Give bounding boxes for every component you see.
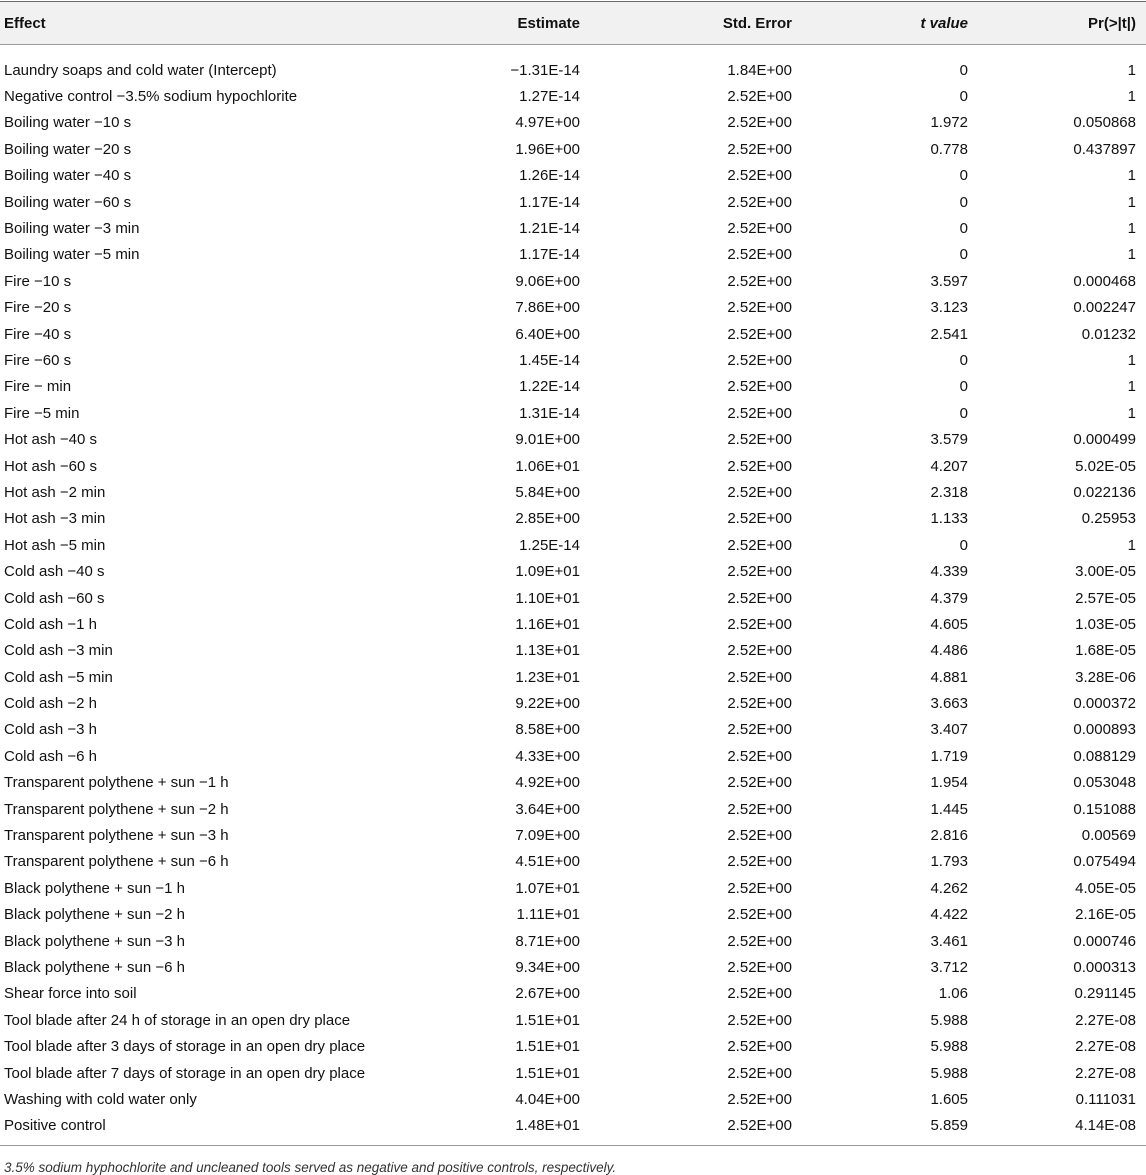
table-row xyxy=(0,215,1146,241)
cell-estimate: 1.17E-14 xyxy=(519,193,580,211)
cell-p-value: 0.022136 xyxy=(1073,483,1136,501)
table-row xyxy=(0,902,1146,928)
cell-estimate: 5.84E+00 xyxy=(515,483,580,501)
cell-effect: Tool blade after 3 days of storage in an open dry place xyxy=(4,1038,366,1056)
cell-effect: Black polythene + sun −3 h xyxy=(4,932,185,950)
cell-effect: Fire − min xyxy=(4,378,72,396)
cell-t-value: 3.712 xyxy=(930,958,968,976)
table-row xyxy=(0,1113,1146,1139)
table-row xyxy=(0,532,1146,558)
cell-std-error: 2.52E+00 xyxy=(727,906,792,924)
cell-effect: Boiling water −10 s xyxy=(4,114,132,132)
cell-effect: Cold ash −6 h xyxy=(4,747,97,765)
cell-p-value: 0.291145 xyxy=(1074,985,1136,1003)
cell-std-error: 2.52E+00 xyxy=(727,325,792,343)
cell-std-error: 2.52E+00 xyxy=(727,695,792,713)
cell-p-value: 1 xyxy=(1127,536,1136,554)
table-row xyxy=(0,83,1146,109)
table-row xyxy=(0,875,1146,901)
cell-t-value: 1.133 xyxy=(930,510,968,528)
cell-t-value: 4.262 xyxy=(930,879,968,897)
cell-effect: Washing with cold water only xyxy=(4,1090,197,1108)
cell-std-error: 2.52E+00 xyxy=(727,1117,792,1135)
cell-effect: Black polythene + sun −1 h xyxy=(4,879,185,897)
cell-effect: Hot ash −3 min xyxy=(4,510,106,528)
cell-estimate: 8.71E+00 xyxy=(515,932,580,950)
cell-p-value: 0.000468 xyxy=(1073,272,1136,290)
table-row xyxy=(0,611,1146,637)
table-body xyxy=(0,45,1146,1146)
cell-std-error: 2.52E+00 xyxy=(727,668,792,686)
cell-std-error: 2.52E+00 xyxy=(727,220,792,238)
cell-effect: Black polythene + sun −6 h xyxy=(4,958,185,976)
cell-effect: Cold ash −60 s xyxy=(4,589,105,607)
cell-std-error: 2.52E+00 xyxy=(727,563,792,581)
cell-p-value: 1.68E-05 xyxy=(1075,642,1136,660)
cell-estimate: 1.48E+01 xyxy=(515,1117,580,1135)
cell-estimate: 7.86E+00 xyxy=(515,299,580,317)
cell-t-value: 5.859 xyxy=(930,1117,968,1135)
cell-p-value: 4.14E-08 xyxy=(1075,1117,1136,1135)
table-row xyxy=(0,1060,1146,1086)
cell-t-value: 2.816 xyxy=(930,827,968,845)
table-row xyxy=(0,189,1146,215)
cell-std-error: 2.52E+00 xyxy=(727,853,792,871)
cell-p-value: 0.000372 xyxy=(1073,695,1136,713)
cell-t-value: 5.988 xyxy=(930,1038,968,1056)
cell-std-error: 2.52E+00 xyxy=(727,299,792,317)
table-row xyxy=(0,321,1146,347)
cell-std-error: 1.84E+00 xyxy=(727,61,792,79)
table-row xyxy=(0,638,1146,664)
cell-estimate: 4.92E+00 xyxy=(515,774,580,792)
cell-estimate: −1.31E-14 xyxy=(510,61,580,79)
cell-t-value: 1.06 xyxy=(938,985,968,1003)
table-row xyxy=(0,796,1146,822)
cell-estimate: 1.96E+00 xyxy=(515,140,580,158)
cell-std-error: 2.52E+00 xyxy=(727,378,792,396)
cell-t-value: 0 xyxy=(959,193,968,211)
cell-std-error: 2.52E+00 xyxy=(727,404,792,422)
cell-estimate: 9.01E+00 xyxy=(515,431,580,449)
table-row xyxy=(0,400,1146,426)
cell-std-error: 2.52E+00 xyxy=(727,774,792,792)
cell-p-value: 0.01232 xyxy=(1081,325,1136,343)
cell-p-value: 2.27E-08 xyxy=(1075,1011,1136,1029)
cell-effect: Shear force into soil xyxy=(4,985,137,1003)
cell-std-error: 2.52E+00 xyxy=(727,88,792,106)
cell-t-value: 1.793 xyxy=(930,853,968,871)
cell-std-error: 2.52E+00 xyxy=(727,140,792,158)
cell-effect: Cold ash −2 h xyxy=(4,695,97,713)
header-std-error: Std. Error xyxy=(722,14,792,32)
cell-p-value: 2.57E-05 xyxy=(1075,589,1136,607)
cell-effect: Cold ash −3 min xyxy=(4,642,113,660)
cell-t-value: 0 xyxy=(959,61,968,79)
table-row xyxy=(0,110,1146,136)
cell-estimate: 4.33E+00 xyxy=(515,747,580,765)
table-row xyxy=(0,954,1146,980)
header-t-value: t value xyxy=(920,14,968,32)
cell-std-error: 2.52E+00 xyxy=(727,985,792,1003)
cell-t-value: 4.379 xyxy=(930,589,968,607)
table-row xyxy=(0,1007,1146,1033)
cell-effect: Boiling water −40 s xyxy=(4,167,132,185)
cell-std-error: 2.52E+00 xyxy=(727,536,792,554)
table-row xyxy=(0,849,1146,875)
cell-t-value: 4.339 xyxy=(930,563,968,581)
cell-std-error: 2.52E+00 xyxy=(727,510,792,528)
cell-estimate: 9.06E+00 xyxy=(515,272,580,290)
cell-t-value: 1.445 xyxy=(930,800,968,818)
table-row xyxy=(0,558,1146,584)
cell-p-value: 0.075494 xyxy=(1073,853,1136,871)
cell-effect: Hot ash −40 s xyxy=(4,431,97,449)
cell-estimate: 1.06E+01 xyxy=(515,457,580,475)
table-row xyxy=(0,479,1146,505)
cell-estimate: 1.51E+01 xyxy=(515,1064,580,1082)
cell-t-value: 0 xyxy=(959,167,968,185)
cell-p-value: 0.088129 xyxy=(1073,747,1136,765)
table-row xyxy=(0,664,1146,690)
table-row xyxy=(0,770,1146,796)
table-row xyxy=(0,242,1146,268)
cell-effect: Negative control −3.5% sodium hypochlorite xyxy=(4,88,298,106)
cell-t-value: 5.988 xyxy=(930,1011,968,1029)
cell-t-value: 3.663 xyxy=(930,695,968,713)
cell-std-error: 2.52E+00 xyxy=(727,193,792,211)
cell-std-error: 2.52E+00 xyxy=(727,272,792,290)
cell-estimate: 1.45E-14 xyxy=(519,351,580,369)
cell-p-value: 2.16E-05 xyxy=(1075,906,1136,924)
cell-effect: Hot ash −60 s xyxy=(4,457,97,475)
cell-p-value: 1 xyxy=(1127,61,1136,79)
cell-estimate: 1.23E+01 xyxy=(515,668,580,686)
table-row xyxy=(0,1086,1146,1112)
cell-t-value: 0 xyxy=(959,351,968,369)
cell-estimate: 6.40E+00 xyxy=(515,325,580,343)
cell-effect: Fire −5 min xyxy=(4,404,80,422)
table-row xyxy=(0,928,1146,954)
cell-std-error: 2.52E+00 xyxy=(727,167,792,185)
cell-p-value: 2.27E-08 xyxy=(1075,1038,1136,1056)
cell-estimate: 4.04E+00 xyxy=(515,1090,580,1108)
cell-t-value: 4.486 xyxy=(930,642,968,660)
cell-p-value: 0.000893 xyxy=(1073,721,1136,739)
cell-p-value: 0.053048 xyxy=(1073,774,1136,792)
cell-t-value: 4.422 xyxy=(930,906,968,924)
cell-t-value: 1.719 xyxy=(930,747,968,765)
cell-p-value: 0.000313 xyxy=(1073,958,1136,976)
cell-estimate: 7.09E+00 xyxy=(515,827,580,845)
cell-effect: Cold ash −5 min xyxy=(4,668,113,686)
cell-estimate: 1.07E+01 xyxy=(515,879,580,897)
table-row xyxy=(0,163,1146,189)
cell-p-value: 3.00E-05 xyxy=(1075,563,1136,581)
cell-std-error: 2.52E+00 xyxy=(727,958,792,976)
table-row xyxy=(0,717,1146,743)
cell-p-value: 0.437897 xyxy=(1073,140,1136,158)
table-row xyxy=(0,822,1146,848)
header-estimate: Estimate xyxy=(517,14,580,32)
cell-p-value: 1 xyxy=(1127,88,1136,106)
cell-effect: Tool blade after 7 days of storage in an open dry place xyxy=(4,1064,366,1082)
header-effect: Effect xyxy=(4,14,46,32)
cell-p-value: 0.151088 xyxy=(1073,800,1136,818)
cell-t-value: 0 xyxy=(959,220,968,238)
cell-p-value: 0.000746 xyxy=(1073,932,1136,950)
cell-estimate: 1.21E-14 xyxy=(519,220,580,238)
cell-effect: Fire −40 s xyxy=(4,325,72,343)
cell-estimate: 1.26E-14 xyxy=(519,167,580,185)
cell-t-value: 5.988 xyxy=(930,1064,968,1082)
cell-p-value: 0.050868 xyxy=(1073,114,1136,132)
cell-t-value: 2.541 xyxy=(930,325,968,343)
cell-estimate: 1.31E-14 xyxy=(519,404,580,422)
cell-std-error: 2.52E+00 xyxy=(727,114,792,132)
cell-t-value: 3.461 xyxy=(930,932,968,950)
cell-p-value: 2.27E-08 xyxy=(1075,1064,1136,1082)
cell-std-error: 2.52E+00 xyxy=(727,932,792,950)
cell-estimate: 1.51E+01 xyxy=(515,1011,580,1029)
cell-estimate: 9.22E+00 xyxy=(515,695,580,713)
cell-estimate: 1.25E-14 xyxy=(519,536,580,554)
cell-std-error: 2.52E+00 xyxy=(727,1011,792,1029)
cell-std-error: 2.52E+00 xyxy=(727,1038,792,1056)
cell-t-value: 0.778 xyxy=(930,140,968,158)
cell-p-value: 0.25953 xyxy=(1081,510,1136,528)
cell-t-value: 0 xyxy=(959,404,968,422)
cell-estimate: 4.97E+00 xyxy=(515,114,580,132)
cell-effect: Transparent polythene + sun −2 h xyxy=(4,800,229,818)
cell-std-error: 2.52E+00 xyxy=(727,615,792,633)
cell-effect: Transparent polythene + sun −6 h xyxy=(4,853,229,871)
cell-p-value: 1 xyxy=(1127,193,1136,211)
cell-t-value: 1.972 xyxy=(930,114,968,132)
header-p-value: Pr(>|t|) xyxy=(1088,14,1136,32)
cell-effect: Boiling water −5 min xyxy=(4,246,140,264)
cell-t-value: 4.207 xyxy=(930,457,968,475)
cell-t-value: 0 xyxy=(959,378,968,396)
cell-p-value: 0.111031 xyxy=(1075,1090,1136,1108)
cell-estimate: 9.34E+00 xyxy=(515,958,580,976)
cell-p-value: 1 xyxy=(1127,246,1136,264)
cell-std-error: 2.52E+00 xyxy=(727,351,792,369)
table-row xyxy=(0,268,1146,294)
cell-effect: Hot ash −5 min xyxy=(4,536,106,554)
cell-estimate: 2.67E+00 xyxy=(515,985,580,1003)
cell-effect: Cold ash −40 s xyxy=(4,563,105,581)
cell-effect: Transparent polythene + sun −3 h xyxy=(4,827,229,845)
cell-effect: Positive control xyxy=(4,1117,106,1135)
cell-std-error: 2.52E+00 xyxy=(727,721,792,739)
table-row xyxy=(0,57,1146,83)
cell-estimate: 1.10E+01 xyxy=(515,589,580,607)
cell-p-value: 0.00569 xyxy=(1081,827,1136,845)
cell-effect: Boiling water −3 min xyxy=(4,220,140,238)
cell-std-error: 2.52E+00 xyxy=(727,1064,792,1082)
cell-estimate: 1.27E-14 xyxy=(519,88,580,106)
cell-effect: Boiling water −60 s xyxy=(4,193,132,211)
cell-t-value: 0 xyxy=(959,246,968,264)
cell-effect: Hot ash −2 min xyxy=(4,483,106,501)
cell-t-value: 3.123 xyxy=(930,299,968,317)
cell-effect: Cold ash −3 h xyxy=(4,721,97,739)
cell-estimate: 3.64E+00 xyxy=(515,800,580,818)
cell-p-value: 4.05E-05 xyxy=(1075,879,1136,897)
cell-t-value: 1.954 xyxy=(930,774,968,792)
cell-std-error: 2.52E+00 xyxy=(727,457,792,475)
cell-effect: Laundry soaps and cold water (Intercept) xyxy=(4,61,277,79)
cell-t-value: 1.605 xyxy=(930,1090,968,1108)
cell-p-value: 3.28E-06 xyxy=(1075,668,1136,686)
cell-p-value: 1 xyxy=(1127,404,1136,422)
cell-estimate: 1.09E+01 xyxy=(515,563,580,581)
cell-std-error: 2.52E+00 xyxy=(727,800,792,818)
cell-effect: Tool blade after 24 h of storage in an open dry place xyxy=(4,1011,351,1029)
cell-estimate: 1.51E+01 xyxy=(515,1038,580,1056)
cell-std-error: 2.52E+00 xyxy=(727,246,792,264)
cell-std-error: 2.52E+00 xyxy=(727,431,792,449)
cell-std-error: 2.52E+00 xyxy=(727,827,792,845)
cell-estimate: 1.17E-14 xyxy=(519,246,580,264)
table-row xyxy=(0,981,1146,1007)
cell-effect: Cold ash −1 h xyxy=(4,615,97,633)
cell-estimate: 1.16E+01 xyxy=(515,615,580,633)
table-row xyxy=(0,136,1146,162)
cell-effect: Fire −60 s xyxy=(4,351,72,369)
cell-std-error: 2.52E+00 xyxy=(727,747,792,765)
cell-std-error: 2.52E+00 xyxy=(727,642,792,660)
table-row xyxy=(0,453,1146,479)
cell-effect: Black polythene + sun −2 h xyxy=(4,906,185,924)
cell-t-value: 3.579 xyxy=(930,431,968,449)
cell-p-value: 1 xyxy=(1127,378,1136,396)
cell-p-value: 1 xyxy=(1127,220,1136,238)
cell-std-error: 2.52E+00 xyxy=(727,589,792,607)
cell-estimate: 2.85E+00 xyxy=(515,510,580,528)
cell-p-value: 1 xyxy=(1127,351,1136,369)
cell-std-error: 2.52E+00 xyxy=(727,483,792,501)
table-row xyxy=(0,1033,1146,1059)
cell-estimate: 4.51E+00 xyxy=(515,853,580,871)
cell-p-value: 5.02E-05 xyxy=(1075,457,1136,475)
cell-p-value: 1 xyxy=(1127,167,1136,185)
table-row xyxy=(0,690,1146,716)
cell-estimate: 1.22E-14 xyxy=(519,378,580,396)
cell-t-value: 3.597 xyxy=(930,272,968,290)
cell-t-value: 0 xyxy=(959,88,968,106)
table-row xyxy=(0,506,1146,532)
table-row xyxy=(0,347,1146,373)
cell-effect: Transparent polythene + sun −1 h xyxy=(4,774,229,792)
table-footnote: 3.5% sodium hyphochlorite and uncleaned tools served as negative and positive controls, respectively. xyxy=(4,1160,617,1175)
cell-std-error: 2.52E+00 xyxy=(727,1090,792,1108)
cell-p-value: 0.000499 xyxy=(1073,431,1136,449)
table-row xyxy=(0,374,1146,400)
cell-estimate: 8.58E+00 xyxy=(515,721,580,739)
cell-t-value: 0 xyxy=(959,536,968,554)
cell-t-value: 3.407 xyxy=(930,721,968,739)
cell-std-error: 2.52E+00 xyxy=(727,879,792,897)
cell-effect: Fire −10 s xyxy=(4,272,72,290)
table-row xyxy=(0,295,1146,321)
cell-t-value: 4.605 xyxy=(930,615,968,633)
cell-p-value: 1.03E-05 xyxy=(1075,615,1136,633)
cell-effect: Fire −20 s xyxy=(4,299,72,317)
cell-estimate: 1.13E+01 xyxy=(515,642,580,660)
cell-effect: Boiling water −20 s xyxy=(4,140,132,158)
table-row xyxy=(0,426,1146,452)
table-header xyxy=(0,2,1146,45)
cell-estimate: 1.11E+01 xyxy=(516,906,580,924)
table-row xyxy=(0,743,1146,769)
cell-t-value: 2.318 xyxy=(930,483,968,501)
cell-t-value: 4.881 xyxy=(930,668,968,686)
cell-p-value: 0.002247 xyxy=(1073,299,1136,317)
table-row xyxy=(0,585,1146,611)
